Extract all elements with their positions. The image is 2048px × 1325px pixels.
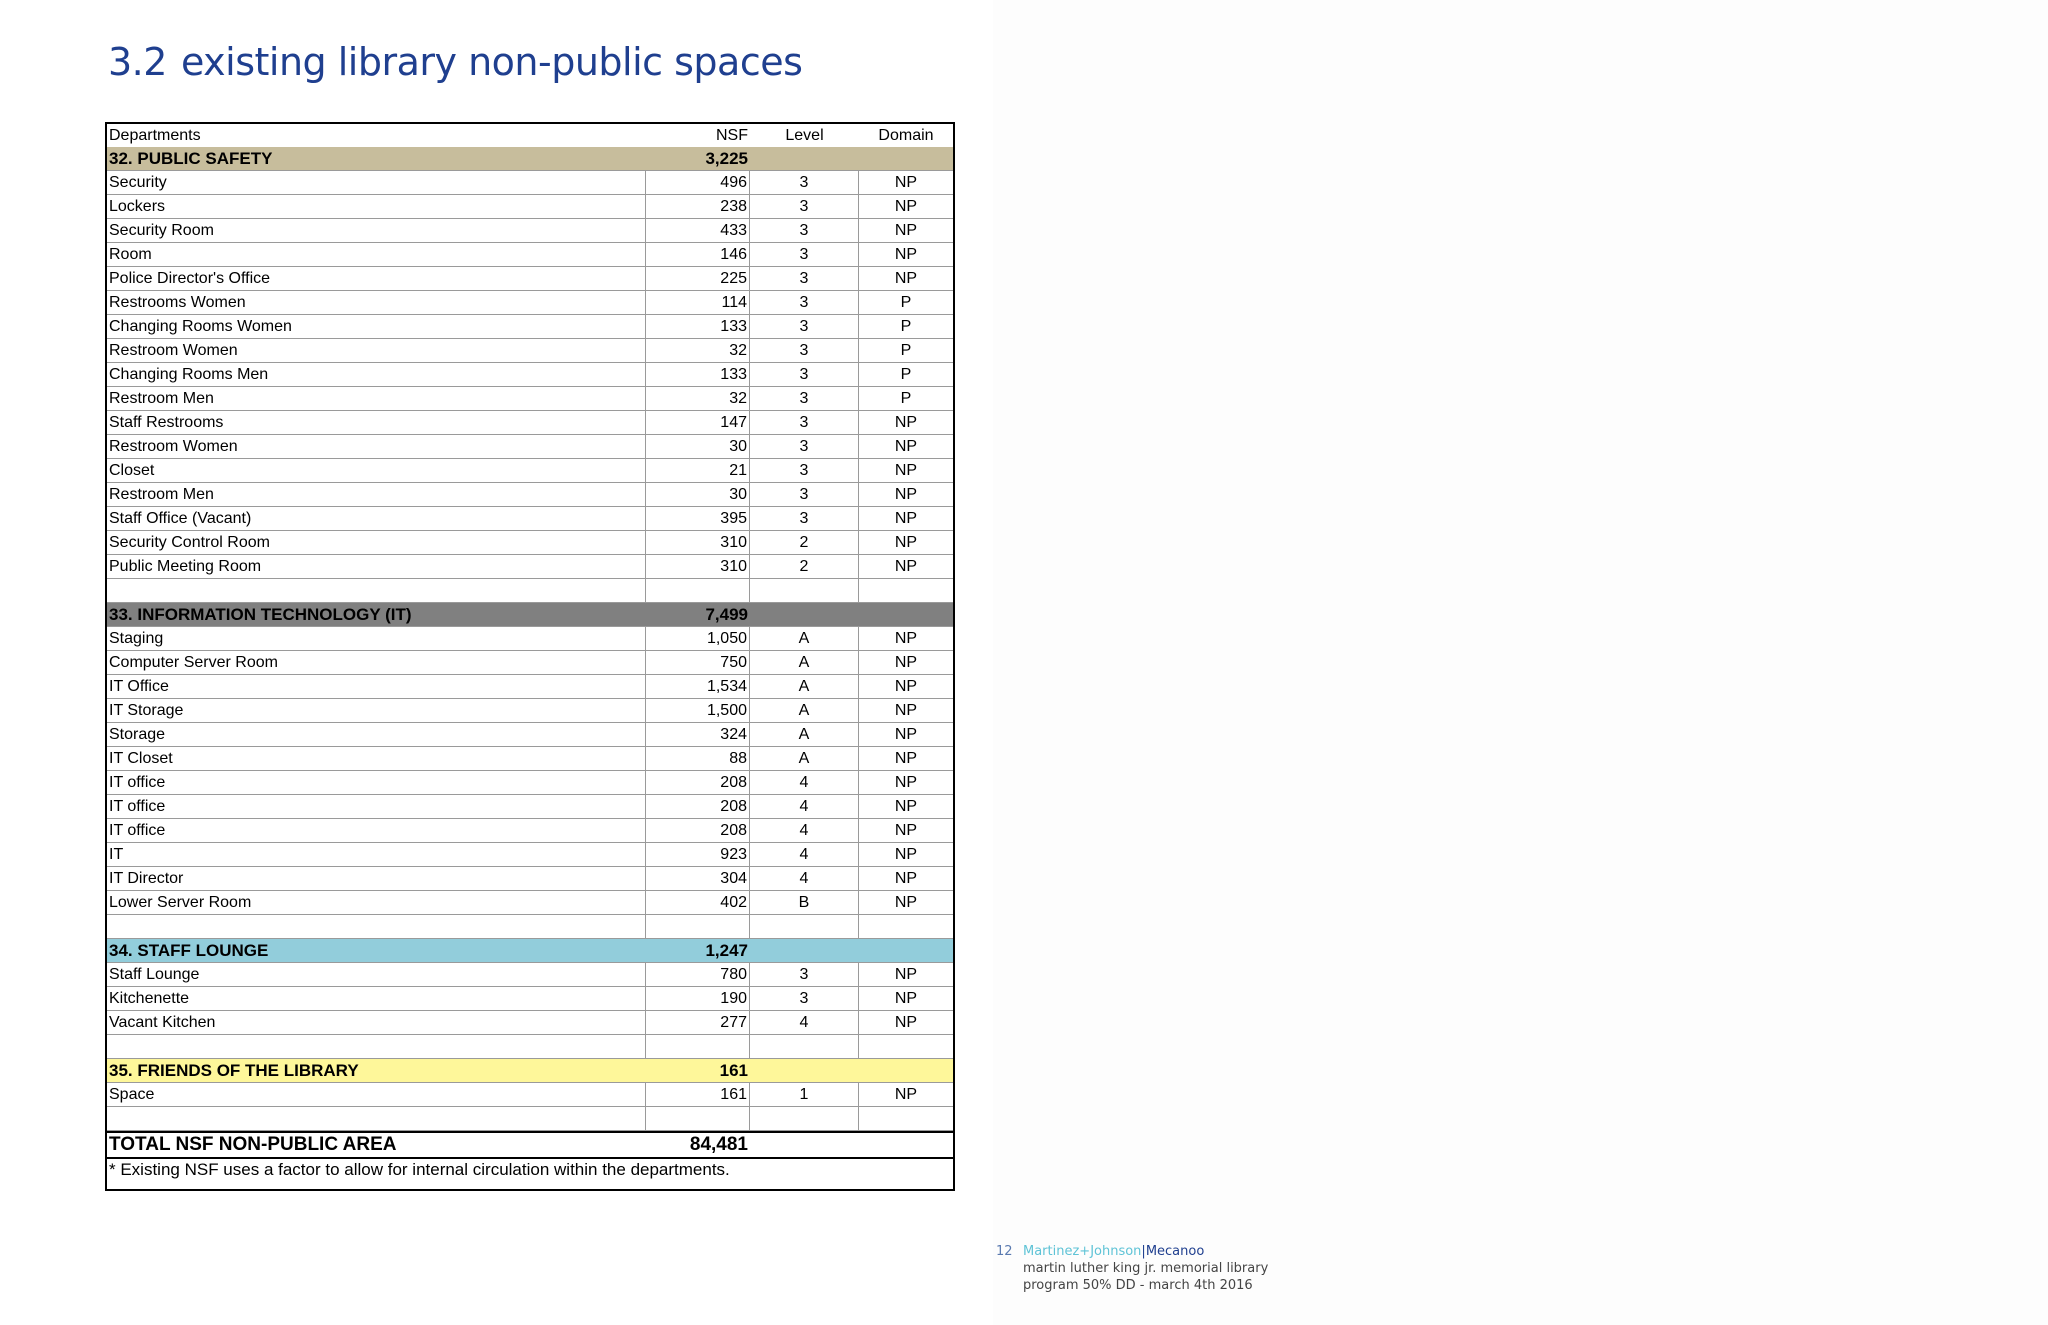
blank-row <box>107 915 953 939</box>
room-domain: P <box>900 390 912 407</box>
room-name: Security Control Room <box>107 531 646 554</box>
room-level: 3 <box>750 507 859 530</box>
section-header-row <box>107 1059 953 1083</box>
empty-cell <box>107 579 646 602</box>
table-row <box>107 195 953 219</box>
room-level: 4 <box>750 843 859 866</box>
room-nsf: 21 <box>646 459 750 482</box>
room-nsf: 277 <box>646 1011 750 1034</box>
room-level: 4 <box>750 795 859 818</box>
section-spacer <box>859 939 953 962</box>
room-name: IT Office <box>107 675 646 698</box>
room-domain: P <box>900 366 912 383</box>
room-name: Lockers <box>107 195 646 218</box>
room-name: IT office <box>107 795 646 818</box>
room-nsf: 750 <box>646 651 750 674</box>
room-level: 3 <box>750 435 859 458</box>
table-row <box>107 435 953 459</box>
section-header-row <box>107 603 953 627</box>
room-name: IT Closet <box>107 747 646 770</box>
empty-cell <box>859 1035 953 1058</box>
table-row <box>107 747 953 771</box>
header-domain: Domain <box>878 127 934 144</box>
room-level: 3 <box>750 411 859 434</box>
room-level: 3 <box>750 219 859 242</box>
room-level: 4 <box>750 771 859 794</box>
room-name: IT office <box>107 771 646 794</box>
room-name: Staff Office (Vacant) <box>107 507 646 530</box>
room-domain: NP <box>894 774 918 791</box>
room-nsf: 310 <box>646 531 750 554</box>
room-name: IT office <box>107 819 646 842</box>
table-row <box>107 1011 953 1035</box>
room-name: Public Meeting Room <box>107 555 646 578</box>
room-domain: NP <box>894 702 918 719</box>
room-domain: NP <box>894 798 918 815</box>
room-level: 3 <box>750 459 859 482</box>
room-domain: NP <box>894 414 918 431</box>
room-level: 3 <box>750 483 859 506</box>
room-nsf: 133 <box>646 315 750 338</box>
room-name: Restroom Men <box>107 483 646 506</box>
room-domain: P <box>900 342 912 359</box>
room-domain: NP <box>894 894 918 911</box>
room-level: B <box>750 891 859 914</box>
empty-cell <box>750 579 859 602</box>
blank-row <box>107 1107 953 1131</box>
table-row <box>107 171 953 195</box>
empty-cell <box>750 1035 859 1058</box>
room-level: 3 <box>750 963 859 986</box>
brand-separator: | <box>1141 1244 1146 1259</box>
room-level: 3 <box>750 339 859 362</box>
table-row <box>107 267 953 291</box>
table-row <box>107 819 953 843</box>
section-title: 33. INFORMATION TECHNOLOGY (IT) <box>109 605 412 624</box>
room-nsf: 1,534 <box>646 675 750 698</box>
room-level: 3 <box>750 291 859 314</box>
room-nsf: 225 <box>646 267 750 290</box>
table-row <box>107 987 953 1011</box>
table-row <box>107 651 953 675</box>
room-nsf: 496 <box>646 171 750 194</box>
room-level: 4 <box>750 1011 859 1034</box>
room-nsf: 324 <box>646 723 750 746</box>
empty-cell <box>646 1035 750 1058</box>
section-title: 32. PUBLIC SAFETY <box>109 149 273 168</box>
room-domain: NP <box>894 822 918 839</box>
total-value: 84,481 <box>689 1134 748 1155</box>
header-level: Level <box>785 127 824 144</box>
table-row <box>107 627 953 651</box>
room-domain: NP <box>894 438 918 455</box>
room-level: 2 <box>750 531 859 554</box>
footer-phase-date: program 50% DD - march 4th 2016 <box>1023 1278 1253 1293</box>
section-header-row <box>107 147 953 171</box>
header-nsf: NSF <box>716 127 748 144</box>
room-level: A <box>750 723 859 746</box>
section-spacer <box>859 147 953 170</box>
page-number: 12 <box>996 1244 1013 1259</box>
room-nsf: 133 <box>646 363 750 386</box>
table-row <box>107 531 953 555</box>
room-domain: NP <box>894 174 918 191</box>
room-nsf: 1,500 <box>646 699 750 722</box>
room-name: Security Room <box>107 219 646 242</box>
table-row <box>107 771 953 795</box>
room-level: 3 <box>750 987 859 1010</box>
room-nsf: 208 <box>646 795 750 818</box>
empty-cell <box>107 1107 646 1130</box>
room-name: Changing Rooms Women <box>107 315 646 338</box>
room-name: Security <box>107 171 646 194</box>
room-level: 4 <box>750 867 859 890</box>
section-spacer <box>750 603 859 626</box>
blank-row <box>107 1035 953 1059</box>
footer-project: martin luther king jr. memorial library <box>1023 1261 1269 1276</box>
total-row <box>107 1131 953 1159</box>
room-domain: NP <box>894 486 918 503</box>
room-domain: NP <box>894 678 918 695</box>
empty-cell <box>859 1107 953 1130</box>
room-domain: NP <box>894 846 918 863</box>
table-row <box>107 963 953 987</box>
room-nsf: 32 <box>646 339 750 362</box>
room-nsf: 1,050 <box>646 627 750 650</box>
room-name: Staging <box>107 627 646 650</box>
footnote: * Existing NSF uses a factor to allow for internal circulation within the departments. <box>109 1160 730 1179</box>
room-name: Computer Server Room <box>107 651 646 674</box>
empty-cell <box>750 1107 859 1130</box>
room-name: IT Director <box>107 867 646 890</box>
room-domain: NP <box>894 558 918 575</box>
empty-cell <box>646 915 750 938</box>
room-level: A <box>750 699 859 722</box>
empty-cell <box>859 579 953 602</box>
blank-facing-page <box>993 0 2048 1325</box>
room-level: 3 <box>750 363 859 386</box>
room-level: 3 <box>750 171 859 194</box>
room-level: 3 <box>750 387 859 410</box>
room-nsf: 147 <box>646 411 750 434</box>
section-spacer <box>750 1059 859 1082</box>
room-level: A <box>750 675 859 698</box>
table-row <box>107 483 953 507</box>
section-number: 3.2 <box>108 40 167 84</box>
room-domain: NP <box>894 750 918 767</box>
room-name: Staff Restrooms <box>107 411 646 434</box>
section-total-nsf: 1,247 <box>705 941 748 960</box>
room-name: Police Director's Office <box>107 267 646 290</box>
room-nsf: 190 <box>646 987 750 1010</box>
room-domain: NP <box>894 870 918 887</box>
room-domain: NP <box>894 654 918 671</box>
table-row <box>107 867 953 891</box>
room-domain: NP <box>894 630 918 647</box>
room-domain: NP <box>894 222 918 239</box>
table-row <box>107 363 953 387</box>
room-nsf: 30 <box>646 435 750 458</box>
room-domain: NP <box>894 270 918 287</box>
total-label: TOTAL NSF NON-PUBLIC AREA <box>109 1134 397 1155</box>
page-title <box>108 40 802 84</box>
room-domain: NP <box>894 462 918 479</box>
room-level: 3 <box>750 195 859 218</box>
brand-martinez-johnson: Martinez+Johnson <box>1023 1244 1142 1259</box>
room-domain: NP <box>894 510 918 527</box>
table-row <box>107 291 953 315</box>
room-level: 3 <box>750 315 859 338</box>
room-level: 1 <box>750 1083 859 1106</box>
section-title: 35. FRIENDS OF THE LIBRARY <box>109 1061 359 1080</box>
room-level: A <box>750 747 859 770</box>
room-name: Lower Server Room <box>107 891 646 914</box>
section-spacer <box>750 939 859 962</box>
room-nsf: 32 <box>646 387 750 410</box>
room-nsf: 310 <box>646 555 750 578</box>
room-name: Storage <box>107 723 646 746</box>
table-row <box>107 795 953 819</box>
table-row <box>107 723 953 747</box>
room-domain: NP <box>894 198 918 215</box>
table-row <box>107 387 953 411</box>
table-row <box>107 555 953 579</box>
room-nsf: 208 <box>646 771 750 794</box>
room-level: 3 <box>750 267 859 290</box>
table-row <box>107 1083 953 1107</box>
room-name: Changing Rooms Men <box>107 363 646 386</box>
room-name: IT Storage <box>107 699 646 722</box>
room-nsf: 395 <box>646 507 750 530</box>
section-total-nsf: 161 <box>719 1061 748 1080</box>
room-name: IT <box>107 843 646 866</box>
section-total-nsf: 7,499 <box>705 605 748 624</box>
section-header-row <box>107 939 953 963</box>
room-domain: NP <box>894 990 918 1007</box>
room-domain: NP <box>894 246 918 263</box>
room-name: Restroom Women <box>107 435 646 458</box>
room-nsf: 146 <box>646 243 750 266</box>
table-header <box>107 124 953 147</box>
room-nsf: 923 <box>646 843 750 866</box>
room-domain: P <box>900 294 912 311</box>
room-domain: NP <box>894 1086 918 1103</box>
room-nsf: 238 <box>646 195 750 218</box>
section-spacer <box>750 147 859 170</box>
room-name: Restroom Men <box>107 387 646 410</box>
room-name: Vacant Kitchen <box>107 1011 646 1034</box>
room-name: Closet <box>107 459 646 482</box>
room-nsf: 30 <box>646 483 750 506</box>
section-spacer <box>859 603 953 626</box>
empty-cell <box>750 915 859 938</box>
table-row <box>107 891 953 915</box>
room-domain: NP <box>894 534 918 551</box>
table-row <box>107 315 953 339</box>
empty-cell <box>107 915 646 938</box>
nsf-table <box>105 122 955 1191</box>
blank-row <box>107 579 953 603</box>
room-name: Kitchenette <box>107 987 646 1010</box>
room-name: Restrooms Women <box>107 291 646 314</box>
total-spacer <box>750 1133 859 1157</box>
room-level: A <box>750 651 859 674</box>
room-level: 3 <box>750 243 859 266</box>
room-domain: NP <box>894 1014 918 1031</box>
section-total-nsf: 3,225 <box>705 149 748 168</box>
room-nsf: 208 <box>646 819 750 842</box>
table-row <box>107 843 953 867</box>
room-domain: NP <box>894 966 918 983</box>
table-row <box>107 219 953 243</box>
empty-cell <box>646 1107 750 1130</box>
room-domain: P <box>900 318 912 335</box>
empty-cell <box>859 915 953 938</box>
empty-cell <box>107 1035 646 1058</box>
table-row <box>107 411 953 435</box>
room-level: 4 <box>750 819 859 842</box>
room-name: Space <box>107 1083 646 1106</box>
room-domain: NP <box>894 726 918 743</box>
section-title: existing library non-public spaces <box>180 40 803 84</box>
table-row <box>107 675 953 699</box>
header-departments: Departments <box>109 127 201 144</box>
table-row <box>107 339 953 363</box>
total-spacer <box>859 1133 953 1157</box>
room-nsf: 780 <box>646 963 750 986</box>
room-name: Restroom Women <box>107 339 646 362</box>
table-row <box>107 459 953 483</box>
room-name: Staff Lounge <box>107 963 646 986</box>
table-row <box>107 243 953 267</box>
room-level: 2 <box>750 555 859 578</box>
section-title: 34. STAFF LOUNGE <box>109 941 269 960</box>
empty-cell <box>646 579 750 602</box>
table-body <box>107 147 953 1131</box>
room-nsf: 402 <box>646 891 750 914</box>
room-nsf: 161 <box>646 1083 750 1106</box>
room-nsf: 304 <box>646 867 750 890</box>
table-row <box>107 507 953 531</box>
room-nsf: 88 <box>646 747 750 770</box>
room-level: A <box>750 627 859 650</box>
table-row <box>107 699 953 723</box>
section-spacer <box>859 1059 953 1082</box>
brand-mecanoo: Mecanoo <box>1145 1244 1205 1259</box>
room-name: Room <box>107 243 646 266</box>
room-nsf: 114 <box>646 291 750 314</box>
room-nsf: 433 <box>646 219 750 242</box>
